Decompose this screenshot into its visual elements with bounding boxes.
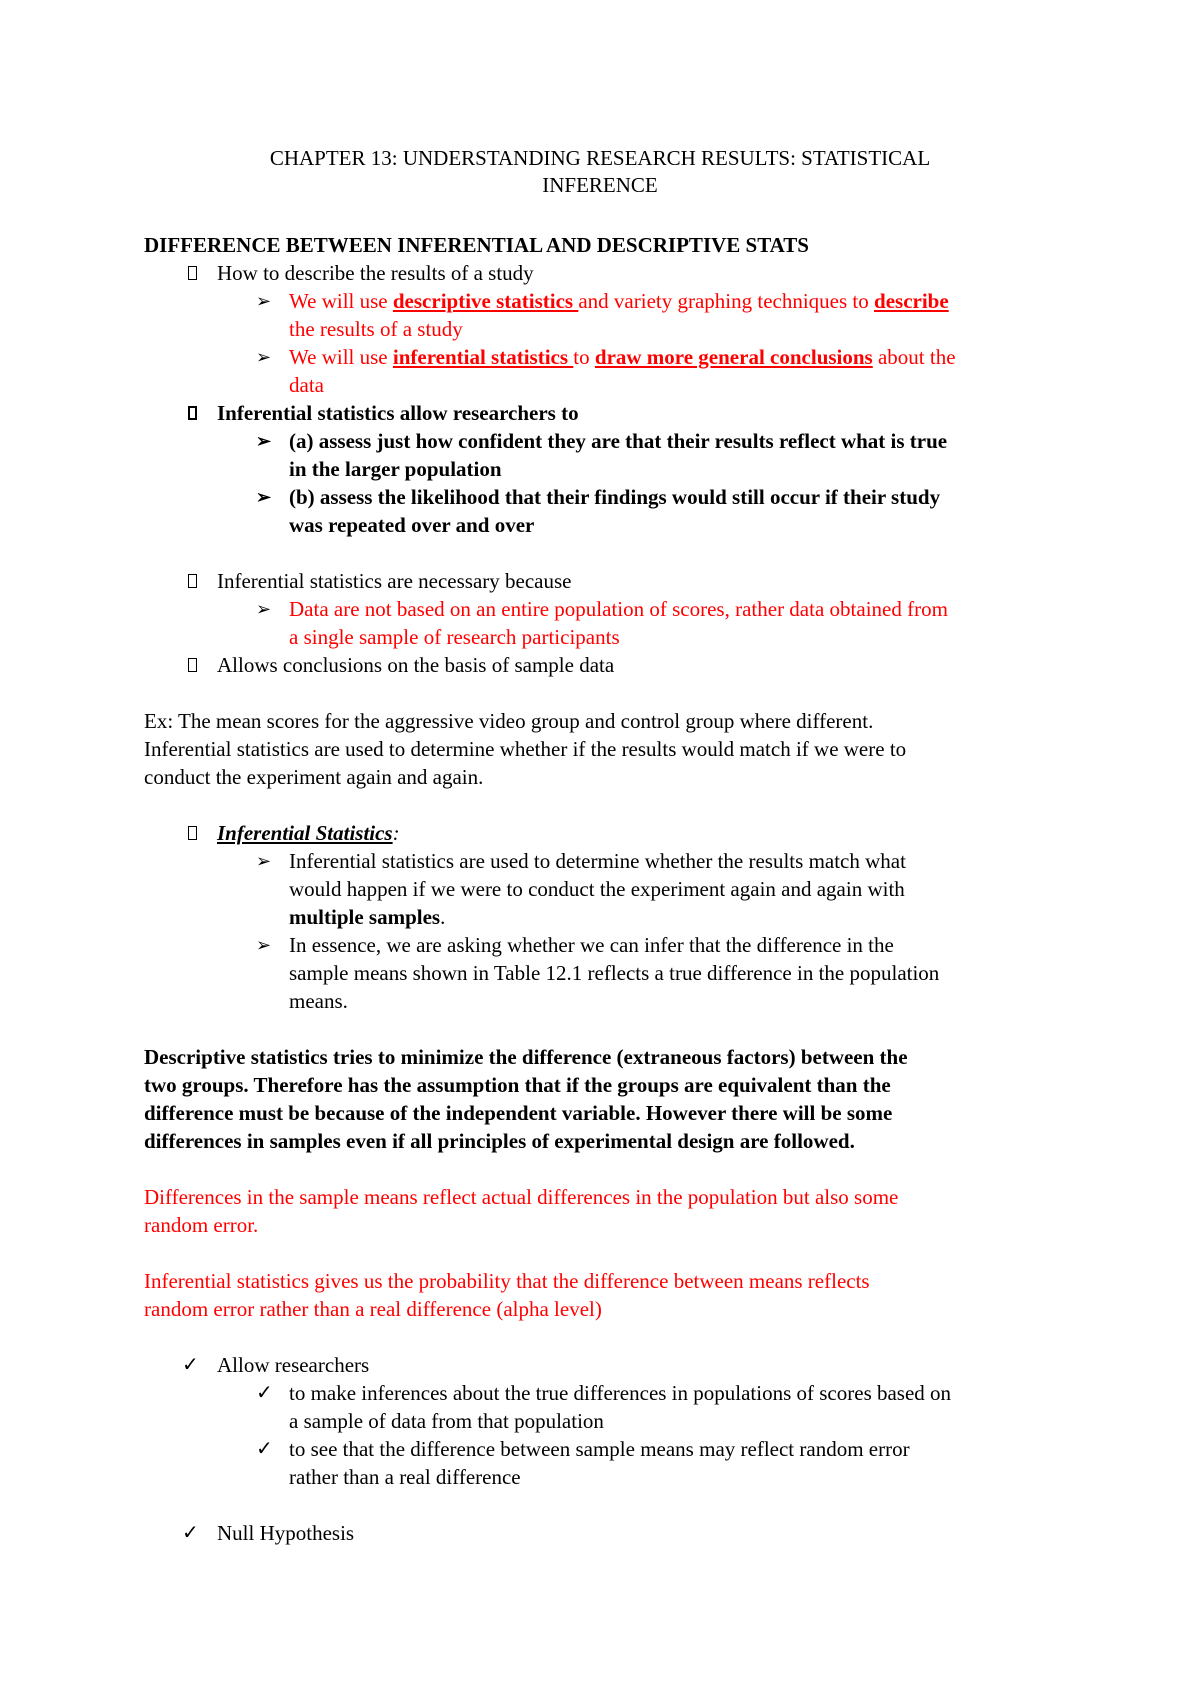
example-line2: Inferential statistics are used to determine whether if the results would match if we were to [144, 737, 907, 761]
check-1b-line1: to see that the difference between sample means may reflect random error [289, 1437, 910, 1461]
square-bullet-icon [188, 826, 197, 840]
text-span: . [440, 905, 446, 929]
bullet-square-5 [188, 819, 197, 847]
term-inferential-statistics: inferential statistics [392, 345, 574, 369]
text-span: about the [872, 345, 956, 369]
bullet-2a-line1: (a) assess just how confident they are that their results reflect what is true [289, 429, 948, 453]
text-span: to [573, 345, 595, 369]
bullet-1b-line2: data [289, 373, 324, 397]
bullet-5a-line2: would happen if we were to conduct the experiment again and again with [289, 877, 905, 901]
checkmark-icon: ✓ [182, 1522, 199, 1544]
square-bullet-icon [188, 574, 197, 588]
bullet-2a-line2: in the larger population [289, 457, 502, 481]
text-span: We will use [289, 345, 393, 369]
check-1b-line2: rather than a real difference [289, 1465, 521, 1489]
differences-line1: Differences in the sample means reflect actual differences in the population but also some [144, 1185, 899, 1209]
section-heading: DIFFERENCE BETWEEN INFERENTIAL AND DESCRIPTIVE STATS [144, 233, 809, 257]
term-inferential-statistics-heading: Inferential Statistics [217, 821, 393, 845]
arrowhead-bullet-icon: ➢ [256, 487, 272, 507]
bullet-square-3 [188, 567, 197, 595]
square-bullet-icon [188, 266, 197, 280]
bullet-square-4 [188, 651, 197, 679]
differences-line2: random error. [144, 1213, 259, 1237]
bullet-text-5 [217, 819, 400, 847]
bullet-3a-line1: Data are not based on an entire population of scores, rather data obtained from [289, 597, 948, 621]
term-describe: describe [874, 289, 949, 313]
check-1a-line2: a sample of data from that population [289, 1409, 604, 1433]
arrowhead-bullet-icon: ➢ [256, 851, 272, 871]
bullet-5b-line1: In essence, we are asking whether we can infer that the difference in the [289, 933, 894, 957]
term-general-conclusions: draw more general conclusions [594, 345, 873, 369]
bullet-1a-line2: the results of a study [289, 317, 463, 341]
arrowhead-bullet-icon: ➢ [256, 935, 272, 955]
check-text-1: Allow researchers [217, 1353, 370, 1377]
bullet-text-1: How to describe the results of a study [217, 261, 534, 285]
check-1a-line1: to make inferences about the true differences in populations of scores based on [289, 1381, 952, 1405]
square-bullet-icon [188, 406, 197, 420]
descriptive-line1: Descriptive statistics tries to minimize the difference (extraneous factors) between the [144, 1045, 908, 1069]
bullet-1b-line1 [289, 343, 956, 371]
bullet-square-2 [188, 399, 197, 427]
check-text-2: Null Hypothesis [217, 1521, 355, 1545]
probability-line1: Inferential statistics gives us the probability that the difference between means reflects [144, 1269, 870, 1293]
example-line3: conduct the experiment again and again. [144, 765, 484, 789]
bullet-5b-line3: means. [289, 989, 348, 1013]
checkmark-icon: ✓ [182, 1354, 199, 1376]
arrowhead-bullet-icon: ➢ [256, 599, 272, 619]
arrowhead-bullet-icon: ➢ [256, 431, 272, 451]
text-span: : [392, 821, 400, 845]
bullet-5b-line2: sample means shown in Table 12.1 reflects a true difference in the population [289, 961, 940, 985]
bullet-1a-line1 [289, 287, 949, 315]
bullet-3a-line2: a single sample of research participants [289, 625, 620, 649]
probability-line2: random error rather than a real difference (alpha level) [144, 1297, 602, 1321]
square-bullet-icon [188, 658, 197, 672]
bullet-2b-line2: was repeated over and over [289, 513, 535, 537]
checkmark-icon: ✓ [256, 1382, 273, 1404]
chapter-title [180, 145, 1020, 199]
text-span: and variety graphing techniques to [578, 289, 875, 313]
bullet-2b-line1: (b) assess the likelihood that their findings would still occur if their study [289, 485, 941, 509]
bullet-text-3: Inferential statistics are necessary because [217, 569, 572, 593]
descriptive-line3: difference must be because of the independent variable. However there will be some [144, 1101, 893, 1125]
bullet-text-2: Inferential statistics allow researchers to [217, 401, 579, 425]
descriptive-line4: differences in samples even if all principles of experimental design are followed. [144, 1129, 855, 1153]
example-line1: Ex: The mean scores for the aggressive video group and control group where different. [144, 709, 874, 733]
bullet-5a-line1: Inferential statistics are used to determine whether the results match what [289, 849, 906, 873]
checkmark-icon: ✓ [256, 1438, 273, 1460]
chapter-title-line1: CHAPTER 13: UNDERSTANDING RESEARCH RESULTS: STATISTICAL [269, 146, 931, 170]
text-span: We will use [289, 289, 393, 313]
chapter-title-line2: INFERENCE [542, 173, 658, 197]
bullet-5a-line3 [289, 903, 445, 931]
bullet-square-1 [188, 259, 197, 287]
arrowhead-bullet-icon: ➢ [256, 347, 272, 367]
bullet-text-4: Allows conclusions on the basis of sample data [217, 653, 615, 677]
descriptive-line2: two groups. Therefore has the assumption that if the groups are equivalent than the [144, 1073, 891, 1097]
arrowhead-bullet-icon: ➢ [256, 291, 272, 311]
term-multiple-samples: multiple samples [289, 905, 441, 929]
term-descriptive-statistics: descriptive statistics [392, 289, 579, 313]
